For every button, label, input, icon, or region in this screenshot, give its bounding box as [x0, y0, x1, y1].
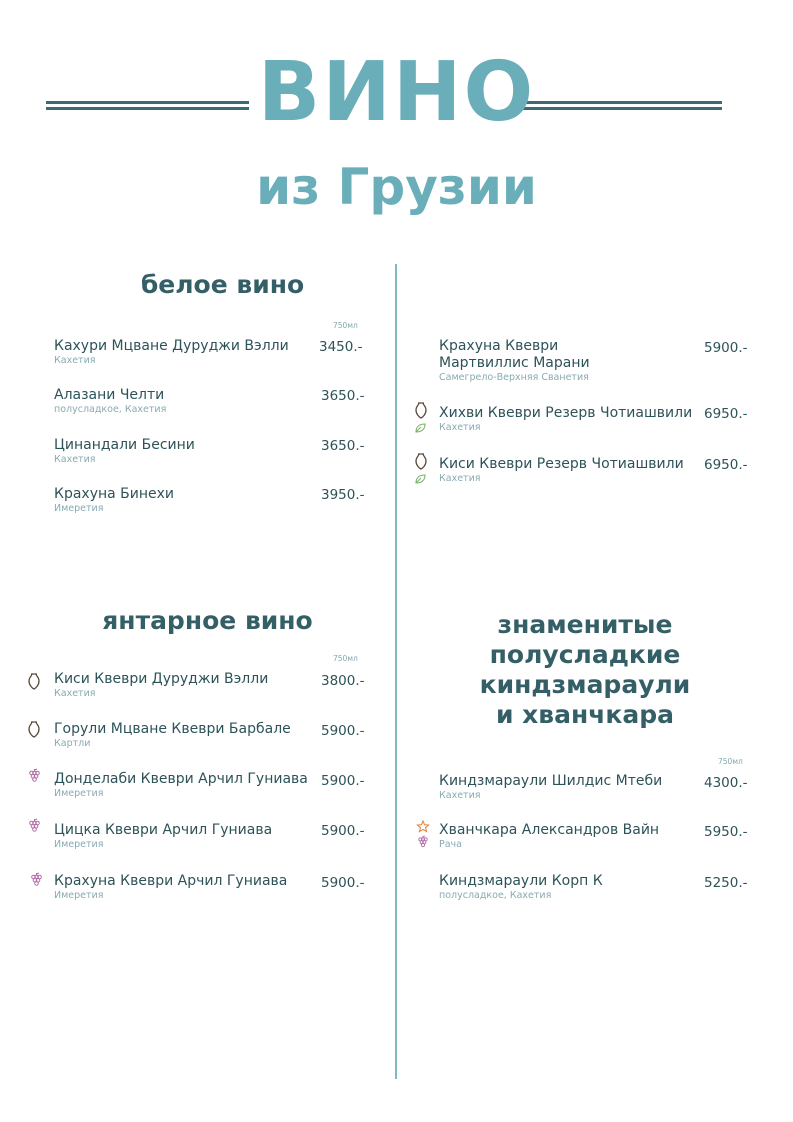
section-title-amber: янтарное вино: [102, 606, 313, 635]
item-name: Крахуна Бинехи: [54, 486, 175, 502]
leaf-icon: [414, 473, 426, 485]
item-price: 3650.-: [321, 388, 365, 404]
item-price: 3450.-: [319, 339, 363, 355]
item-name: Хванчкара Александров Вайн: [439, 822, 660, 838]
item-name: Киси Квеври Резерв Чотиашвили: [439, 456, 684, 472]
item-price: 5900.-: [321, 723, 365, 739]
menu-item: [54, 338, 289, 367]
item-name: Цицка Квеври Арчил Гуниава: [54, 822, 273, 838]
item-region: Имеретия: [54, 890, 104, 901]
item-region: Картли: [54, 738, 91, 749]
menu-item: [439, 338, 590, 384]
item-price: 4300.-: [704, 775, 748, 791]
item-price: 5900.-: [321, 823, 365, 839]
page-title: ВИНО: [257, 45, 536, 140]
qvevri-icon: [414, 402, 428, 419]
item-region: Имеретия: [54, 839, 104, 850]
section-title-line: знаменитые: [497, 610, 673, 639]
item-region: Самегрело-Верхняя Сванетия: [439, 372, 589, 383]
qvevri-icon: [27, 673, 41, 690]
item-region: Рача: [439, 839, 462, 850]
item-name-line2: Мартвиллис Марани: [439, 355, 590, 371]
item-price: 6950.-: [704, 457, 748, 473]
item-name: Цинандали Бесини: [54, 437, 195, 453]
item-name-line1: Крахуна Квеври: [439, 338, 559, 354]
item-region: Кахетия: [439, 422, 481, 433]
item-price: 3950.-: [321, 487, 365, 503]
item-region: Кахетия: [54, 688, 96, 699]
grapes-icon: [417, 835, 429, 849]
menu-item: [54, 671, 268, 700]
item-name: Крахуна Квеври Арчил Гуниава: [54, 873, 288, 889]
section-title-line: и хванчкара: [495, 700, 675, 729]
item-name: Алазани Челти: [54, 387, 165, 403]
qvevri-icon: [27, 721, 41, 738]
star-icon: [416, 820, 430, 833]
item-price: 3650.-: [321, 438, 365, 454]
item-name: Киндзмараули Корп К: [439, 873, 603, 889]
item-region: Кахетия: [439, 790, 481, 801]
grapes-icon: [30, 872, 43, 888]
menu-item: [439, 822, 659, 851]
qvevri-icon: [414, 453, 428, 470]
item-region: Кахетия: [54, 355, 96, 366]
section-title-line: киндзмараули: [479, 670, 691, 699]
grapes-icon: [28, 818, 41, 834]
menu-item: [54, 771, 308, 800]
menu-item: [54, 822, 272, 851]
volume-label: 750мл: [333, 321, 358, 330]
column-divider: [395, 264, 397, 1079]
volume-label: 750мл: [718, 757, 743, 766]
menu-item: [439, 873, 603, 902]
grapes-icon: [28, 768, 41, 784]
section-title-white: белое вино: [140, 270, 305, 299]
page-subtitle: из Грузии: [256, 158, 537, 216]
menu-item: [54, 437, 195, 466]
item-price: 5950.-: [704, 824, 748, 840]
item-price: 3800.-: [321, 673, 365, 689]
menu-item: [54, 873, 287, 902]
menu-item: [439, 773, 662, 802]
menu-item: [54, 387, 166, 416]
item-region: полусладкое, Кахетия: [54, 404, 167, 415]
item-price: 5250.-: [704, 875, 748, 891]
item-price: 5900.-: [704, 340, 748, 356]
item-name: Киси Квеври Дуруджи Вэлли: [54, 671, 269, 687]
item-region: Кахетия: [54, 454, 96, 465]
menu-item: [54, 486, 174, 515]
section-title-famous: [470, 610, 700, 730]
item-name: Кахури Мцване Дуруджи Вэлли: [54, 338, 289, 354]
item-name: Горули Мцване Квеври Барбале: [54, 721, 291, 737]
item-price: 5900.-: [321, 875, 365, 891]
volume-label: 750мл: [333, 654, 358, 663]
item-region: Имеретия: [54, 788, 104, 799]
item-price: 5900.-: [321, 773, 365, 789]
item-name: Донделаби Квеври Арчил Гуниава: [54, 771, 308, 787]
item-price: 6950.-: [704, 406, 748, 422]
item-region: Имеретия: [54, 503, 104, 514]
menu-item: [54, 721, 291, 750]
section-title-line: полусладкие: [489, 640, 681, 669]
item-name: Киндзмараули Шилдис Мтеби: [439, 773, 663, 789]
item-name: Хихви Квеври Резерв Чотиашвили: [439, 405, 693, 421]
leaf-icon: [414, 422, 426, 434]
item-region: полусладкое, Кахетия: [439, 890, 552, 901]
item-region: Кахетия: [439, 473, 481, 484]
menu-item: [439, 456, 684, 485]
menu-item: [439, 405, 692, 434]
